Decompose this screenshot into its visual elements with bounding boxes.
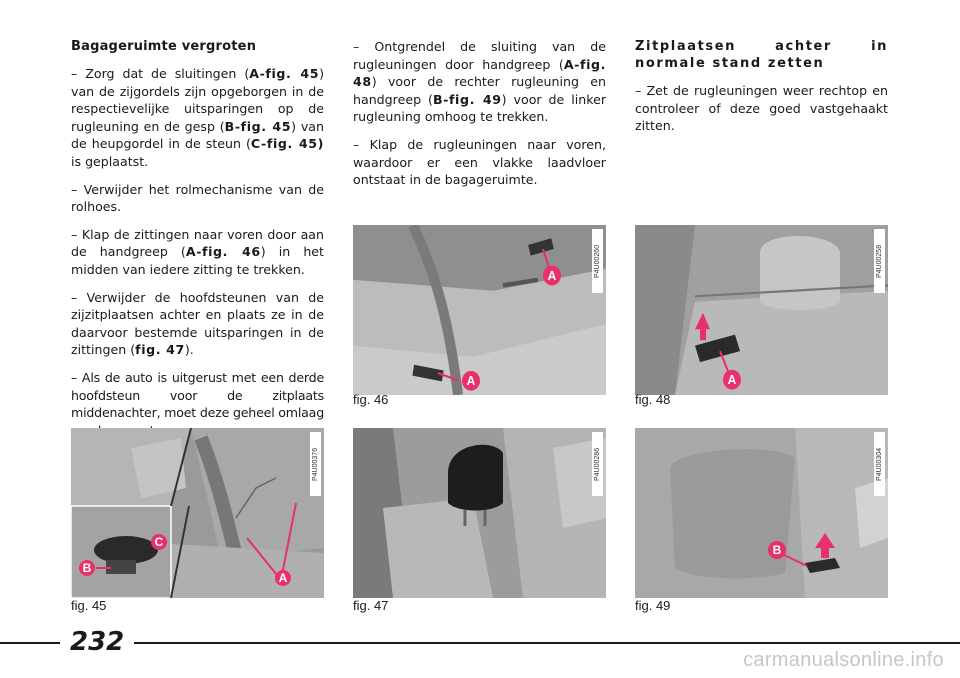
paragraph-fold-seats: – Klap de zittingen naar voren door aan de handgreep (A-fig. 46) in het midden van iedere zitting te trekken.	[71, 226, 324, 277]
fig48-label-a: A	[727, 372, 737, 388]
fig45-label-c: C	[154, 535, 164, 549]
watermark: carmanualsonline.info	[743, 649, 944, 671]
caption-fig-48: fig. 48	[635, 392, 671, 407]
column-3	[635, 38, 888, 145]
paragraph-release-backrests: – Ontgrendel de sluiting van de rugleuningen door handgreep (A-fig. 48) voor de rechter rugleuning en handgreep (B-fig. 49) voor de linker rugleuning omhoog te trekken.	[353, 39, 606, 125]
paragraph-belts: – Zorg dat de sluitingen (A-fig. 45) van de zijgordels zijn opgeborgen in de respectievelijke uitsparingen op de rugleuning en de gesp (B-fig. 45) van de heupgordel in de steun (C-fig. 45) is geplaatst.	[71, 66, 324, 169]
paragraph-headrests: – Verwijder de hoofdsteunen van de zijzitplaatsen achter en plaats ze in de daarvoor bestemde uitsparingen in de zittingen (fig. 47).	[71, 289, 324, 358]
caption-fig-46: fig. 46	[353, 392, 389, 407]
fig45-label-b: B	[82, 561, 92, 575]
column-1	[71, 38, 324, 449]
figure-46-code: P4U00260	[592, 229, 603, 293]
figure-49-photo	[635, 428, 888, 598]
paragraph-raise-backrests: – Zet de rugleuningen weer rechtop en controleer of deze goed vastgehaakt zitten.	[635, 83, 888, 134]
column-2	[353, 38, 606, 199]
heading-normal-position: Zitplaatsen achter in normale stand zetten	[635, 39, 888, 71]
fig45-label-a: A	[278, 571, 288, 585]
figure-46-photo	[353, 225, 606, 395]
caption-fig-49: fig. 49	[635, 598, 671, 613]
figure-45-code: P4U00376	[310, 432, 321, 496]
figure-47-code: P4U00286	[592, 432, 603, 496]
paragraph-third-headrest: – Als de auto is uitgerust met een derde hoofdsteun voor de zitplaats middenachter, moet deze geheel omlaag	[71, 369, 324, 421]
paragraph-fold-backrests: – Klap de rugleuningen naar voren, waardoor er een vlakke laadvloer ontstaat in de bagageruimte.	[353, 136, 606, 188]
footer-rule	[0, 642, 960, 644]
figure-45-photo	[71, 428, 324, 598]
figure-48-code: P4U00258	[874, 229, 885, 293]
paragraph-roller-cover: – Verwijder het rolmechanisme van de rolhoes.	[71, 181, 324, 215]
fig49-label-b: B	[772, 543, 782, 557]
fig46-label-a-top: A	[547, 268, 557, 283]
figure-47-photo	[353, 428, 606, 598]
fig46-label-a-bottom: A	[466, 373, 476, 389]
caption-fig-47: fig. 47	[353, 598, 389, 613]
figure-48-photo	[635, 225, 888, 395]
heading-enlarge-luggage: Bagageruimte vergroten	[71, 39, 257, 54]
page-number: 232	[60, 624, 134, 660]
caption-fig-45: fig. 45	[71, 598, 107, 613]
figure-49-code: P4U00304	[874, 432, 885, 496]
